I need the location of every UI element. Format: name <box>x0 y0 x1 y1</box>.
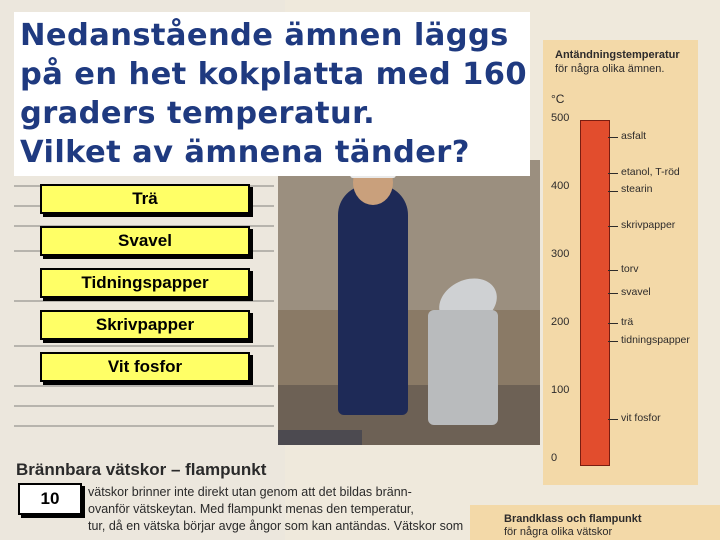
marker-line <box>608 419 618 420</box>
tick-label: 400 <box>551 180 570 192</box>
tick-label: 200 <box>551 316 570 328</box>
marker-line <box>608 293 618 294</box>
marker-label: svavel <box>621 286 651 298</box>
marker-line <box>608 323 618 324</box>
question-line: graders temperatur. <box>20 96 376 131</box>
ignition-temperature-panel <box>543 40 698 485</box>
marker-line <box>608 173 618 174</box>
question-line: Vilket av ämnena tänder? <box>20 135 470 170</box>
metal-trash-can <box>428 310 498 425</box>
photo-worker-with-trash-can <box>278 160 540 445</box>
text-line <box>14 385 274 387</box>
tick-label: 500 <box>551 112 570 124</box>
marker-line <box>608 341 618 342</box>
panel-title: Antändningstemperatur <box>555 49 680 61</box>
workbench <box>278 430 362 445</box>
answer-button-svavel[interactable]: Svavel <box>40 226 250 256</box>
worker <box>338 185 408 415</box>
panel-title: Brandklass och flampunkt <box>504 513 642 525</box>
answer-button-tra[interactable]: Trä <box>40 184 250 214</box>
text-line <box>14 345 274 347</box>
question-box <box>14 12 530 176</box>
marker-line <box>608 137 618 138</box>
marker-label: torv <box>621 263 639 275</box>
marker-label: vit fosfor <box>621 412 661 424</box>
text-line <box>14 425 274 427</box>
question-line: på en het kokplatta med 160 <box>20 57 527 92</box>
panel-subtitle: för några olika ämnen. <box>555 63 665 75</box>
answer-button-vit-fosfor[interactable]: Vit fosfor <box>40 352 250 382</box>
flash-point-panel <box>470 505 720 540</box>
tick-label: 0 <box>551 452 558 464</box>
slide-number: 10 <box>18 483 82 515</box>
tick-label: 300 <box>551 248 570 260</box>
unit-label: °C <box>551 92 565 106</box>
section-heading: Brännbara vätskor – flampunkt <box>16 460 267 479</box>
brick-wall <box>278 160 540 310</box>
marker-label: trä <box>621 316 634 328</box>
marker-line <box>608 270 618 271</box>
body-line: ovanför vätskeytan. Med flampunkt menas den temperatur, <box>88 502 414 516</box>
marker-label: etanol, T-röd <box>621 166 680 178</box>
question-line: Nedanstående ämnen läggs <box>20 18 509 53</box>
text-line <box>14 405 274 407</box>
thermometer-bar <box>580 120 610 466</box>
panel-subtitle: för några olika vätskor <box>504 526 613 538</box>
body-line: tur, då en vätska börjar avge ångor som kan antändas. Vätskor som <box>88 519 464 533</box>
answer-button-skrivpapper[interactable]: Skrivpapper <box>40 310 250 340</box>
marker-label: skrivpapper <box>621 219 676 231</box>
body-line: vätskor brinner inte direkt utan genom att det bildas bränn- <box>88 485 412 499</box>
answer-button-tidningspapper[interactable]: Tidningspapper <box>40 268 250 298</box>
marker-line <box>608 226 618 227</box>
text-line <box>14 300 274 302</box>
tick-label: 100 <box>551 384 570 396</box>
marker-label: tidningspapper <box>621 334 690 346</box>
marker-label: stearin <box>621 183 653 195</box>
marker-label: asfalt <box>621 130 647 142</box>
marker-line <box>608 191 618 192</box>
